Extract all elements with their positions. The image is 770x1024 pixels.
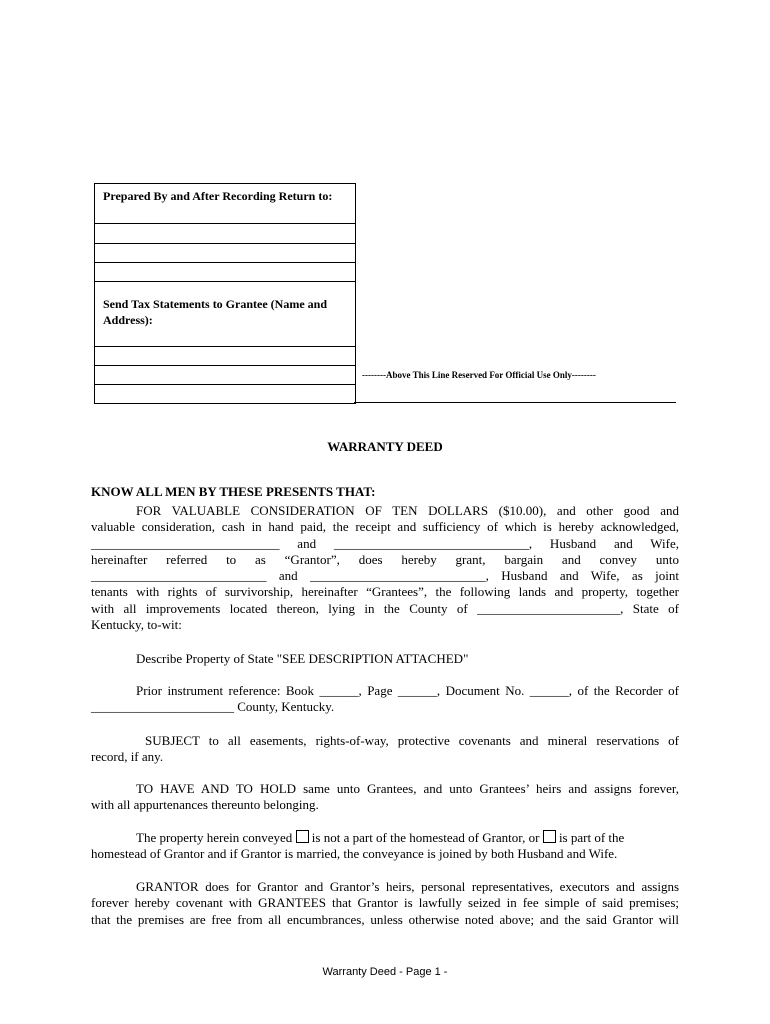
tax-statements-label-line-2: Address):: [103, 313, 153, 327]
grantor-line-2: forever hereby covenant with GRANTEES that Grantor is lawfully seized in fee simple of said premises;: [91, 895, 679, 911]
grantor-line-1: GRANTOR does for Grantor and Grantor’s heirs, personal representatives, executors and assigns: [136, 879, 679, 894]
page-footer: Warranty Deed - Page 1 -: [322, 966, 448, 978]
consideration-line-4: hereinafter referred to as “Grantor”, does hereby grant, bargain and convey unto: [91, 551, 679, 567]
return-address-line-1[interactable]: [95, 224, 355, 244]
grantee-address-line-3[interactable]: [95, 385, 355, 404]
homestead-line-1: [91, 830, 679, 846]
consideration-paragraph: [91, 503, 679, 633]
prior-instrument-line-2: ______________________ County, Kentucky.: [91, 699, 335, 715]
subject-line-2: record, if any.: [91, 749, 164, 765]
habendum-line-1: TO HAVE AND TO HOLD same unto Grantees, and unto Grantees’ heirs and assigns forever,: [136, 781, 679, 796]
habendum-line-2: with all appurtenances thereunto belonging.: [91, 797, 319, 813]
is-homestead-checkbox[interactable]: [543, 830, 556, 843]
grantee-address-line-2[interactable]: [95, 366, 355, 385]
consideration-line-6: tenants with rights of survivorship, hereinafter “Grantees”, the following lands and property, together: [91, 584, 679, 600]
homestead-text-1: The property herein conveyed: [136, 830, 296, 845]
not-homestead-checkbox[interactable]: [296, 830, 309, 843]
prior-instrument-paragraph: [91, 683, 679, 716]
property-description-line: Describe Property of State "SEE DESCRIPTION ATTACHED": [136, 651, 469, 666]
habendum-paragraph: [91, 781, 679, 814]
prepared-by-label: Prepared By and After Recording Return to:: [103, 189, 333, 203]
tax-statements-label-line-1: Send Tax Statements to Grantee (Name and: [103, 297, 327, 311]
return-address-line-2[interactable]: [95, 244, 355, 263]
subject-paragraph: [91, 733, 679, 766]
official-use-notice: --------Above This Line Reserved For Official Use Only--------: [362, 370, 596, 380]
homestead-paragraph: [91, 830, 679, 863]
consideration-line-7: with all improvements located thereon, lying in the County of ______________________, State of: [91, 600, 679, 616]
return-address-line-3[interactable]: [95, 263, 355, 282]
property-description: [91, 651, 679, 667]
consideration-line-1: FOR VALUABLE CONSIDERATION OF TEN DOLLARS ($10.00), and other good and: [136, 503, 679, 518]
prepared-by-cell: [95, 184, 355, 224]
prior-instrument-line-1: Prior instrument reference: Book ______, Page ______, Document No. ______, of the Recorder of: [136, 683, 679, 698]
document-title: WARRANTY DEED: [327, 439, 443, 454]
official-use-divider: [354, 402, 676, 403]
homestead-line-2: homestead of Grantor and if Grantor is married, the conveyance is joined by both Husband and Wife.: [91, 846, 618, 862]
recording-info-box: [94, 183, 356, 404]
homestead-text-2: is not a part of the homestead of Grantor, or: [308, 830, 543, 845]
consideration-line-2: valuable consideration, cash in hand paid, the receipt and sufficiency of which is hereby acknowledged,: [91, 519, 679, 535]
consideration-line-3: _____________________________ and ______________________________, Husband and Wife,: [91, 535, 679, 551]
subject-line-1: SUBJECT to all easements, rights-of-way, protective covenants and mineral reservations of: [136, 733, 679, 748]
consideration-line-8: Kentucky, to-wit:: [91, 617, 182, 633]
grantor-covenant-paragraph: [91, 879, 679, 928]
tax-statements-cell: [95, 282, 355, 347]
homestead-text-3: is part of the: [555, 830, 625, 845]
grantor-line-3: that the premises are free from all encumbrances, unless otherwise noted above; and the said Grantor will: [91, 911, 679, 927]
grantee-address-line-1[interactable]: [95, 347, 355, 366]
intro-heading: KNOW ALL MEN BY THESE PRESENTS THAT:: [91, 484, 376, 499]
tax-statements-label: [95, 296, 355, 332]
consideration-line-5: ___________________________ and ___________________________, Husband and Wife, as joint: [91, 568, 679, 584]
